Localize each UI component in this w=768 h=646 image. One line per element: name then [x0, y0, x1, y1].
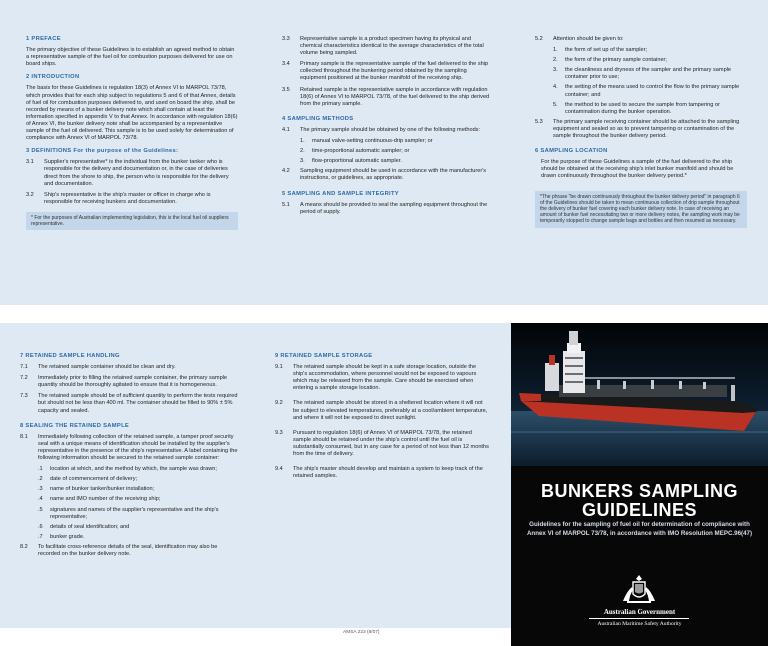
label-info-item: [38, 507, 238, 521]
item-number: 9.2: [275, 400, 283, 407]
item-text: Ship's representative is the ship's master or officer in charge who is responsible for receiving bunkers and documentation.: [44, 191, 211, 205]
list-text: time-proportional automatic sampler; or: [312, 148, 410, 155]
cover-title-line-2: GUIDELINES: [581, 500, 697, 520]
label-info-item: [38, 466, 238, 473]
list-number: 1.: [553, 47, 558, 54]
item-number: 5.2: [535, 36, 543, 42]
retained-item: [20, 393, 238, 414]
definition-item: [26, 159, 238, 187]
item-text: A means should be provided to seal the sampling equipment throughout the period of supply.: [300, 201, 488, 215]
list-number: .1: [38, 466, 43, 473]
item-number: 9.3: [275, 429, 283, 436]
column-definitions-methods: [282, 36, 494, 220]
storage-heading: 9 RETAINED SAMPLE STORAGE: [275, 353, 373, 359]
list-text: bunker grade.: [50, 533, 85, 540]
tanker-ship-image: [511, 323, 768, 466]
list-text: location at which, and the method by which, the sample was drawn;: [50, 466, 217, 473]
list-number: .5: [38, 506, 43, 513]
method-list-item: [300, 158, 494, 165]
integrity-item: [535, 119, 747, 140]
column-retained-sealing: [20, 353, 238, 562]
item-number: 7.1: [20, 364, 28, 371]
column-storage: [275, 353, 489, 484]
list-text: the cleanliness and dryness of the sampler and the primary sample container prior to use;: [565, 67, 732, 81]
item-number: 5.3: [535, 118, 543, 125]
item-number: 8.2: [20, 543, 28, 550]
preface-heading: 1 PREFACE: [26, 36, 61, 42]
item-number: 3.3: [282, 36, 290, 42]
list-text: flow-proportional automatic sampler.: [312, 158, 402, 165]
item-text: The ship's master should develop and maintain a system to keep track of the retained samples.: [293, 466, 483, 480]
integrity-item: [535, 36, 747, 43]
retained-item: [20, 364, 238, 371]
list-number: 2.: [300, 148, 305, 155]
definitions-heading: 3 DEFINITIONS For the purpose of the Guidelines:: [26, 148, 179, 155]
amsa-authority-text: Australian Maritime Safety Authority: [597, 621, 682, 627]
label-info-item: [38, 534, 238, 541]
list-number: 2.: [553, 57, 558, 64]
storage-item: [275, 400, 489, 421]
retained-item: [20, 375, 238, 389]
attention-list-item: [553, 47, 747, 54]
item-text: The primary sample should be obtained by one of the following methods:: [300, 126, 481, 133]
label-info-item: [38, 476, 238, 483]
list-number: .6: [38, 523, 43, 530]
definition-item: [282, 61, 494, 82]
label-info-item: [38, 496, 238, 503]
definitions-footnote: * For the purposes of Australian implementing legislation, this is the local fuel oil suppliers representative.: [26, 212, 238, 230]
integrity-heading: 5 SAMPLING AND SAMPLE INTEGRITY: [282, 190, 399, 197]
item-number: 7.2: [20, 375, 28, 382]
item-number: 9.1: [275, 364, 283, 371]
retained-heading: 7 RETAINED SAMPLE HANDLING: [20, 353, 120, 359]
label-info-list: [20, 466, 238, 541]
item-number: 3.2: [26, 191, 34, 198]
cover-divider: [589, 618, 689, 619]
attention-list-item: [553, 102, 747, 116]
cover-title-line-1: BUNKERS SAMPLING: [540, 481, 738, 501]
item-text: Sampling equipment should be used in accordance with the manufacturer's instructions, or guidelines, as appropriate.: [300, 168, 487, 182]
attention-list-item: [553, 57, 747, 64]
item-text: Representative sample is a product specimen having its physical and chemical characteristics identical to the average characteristics of the total volume being sampled.: [300, 36, 484, 57]
list-text: manual valve-setting continuous-drip sampler; or: [312, 138, 433, 145]
list-text: the form of the primary sample container;: [565, 57, 667, 64]
location-text: For the purpose of these Guidelines a sample of the fuel delivered to the ship should be obtained at the receiving ship's inlet bunker manifold and should be drawn continuously throughout the bunker delivery period.*: [541, 159, 734, 180]
attention-list: [535, 47, 747, 116]
item-number: 3.1: [26, 159, 34, 166]
preface-text: The primary objective of these Guidelines is to establish an agreed method to obtain a representative sample of the fuel oil for combustion purposes delivered for use on board ships.: [26, 47, 235, 68]
item-text: Supplier's representative* is the individual from the bunker tanker who is responsible for the delivery and documentation or, in the case of deliveries direct from the shore to ship, the person who is responsible for the delivery and documentation.: [44, 159, 229, 187]
integrity-item: [282, 202, 494, 216]
location-heading: 6 SAMPLING LOCATION: [535, 148, 608, 155]
list-text: the setting of the means used to control the flow to the primary sample container; and: [565, 84, 740, 98]
tanker-ship-photo: [511, 323, 768, 466]
list-number: 4.: [553, 84, 558, 91]
document-reference: AMSA 223 (8/07): [343, 630, 380, 635]
list-number: 5.: [553, 101, 558, 108]
list-number: .3: [38, 486, 43, 493]
methods-heading: 4 SAMPLING METHODS: [282, 115, 354, 122]
list-text: details of seal identification; and: [50, 523, 130, 530]
list-number: 1.: [300, 138, 305, 145]
method-list: [282, 138, 494, 165]
item-text: Pursuant to regulation 18(6) of Annex VI of MARPOL 73/78, the retained sample should be retained under the ship's control until the fuel oil is substantially consumed, but in any case for a period of not less than 12 months from the time of delivery.: [293, 429, 489, 458]
item-number: 5.1: [282, 201, 290, 208]
sealing-item: [20, 434, 238, 462]
definition-item: [26, 192, 238, 206]
storage-item: [275, 364, 489, 392]
column-preface: [26, 36, 238, 230]
list-number: .2: [38, 476, 43, 483]
label-info-item: [38, 486, 238, 493]
item-text: The retained sample should be of sufficient quantity to perform the tests required but should not be less than 400 ml. The container should be filled to 90% ± 5% capacity and sealed.: [38, 393, 238, 414]
attention-list-item: [553, 67, 747, 81]
list-text: the form of set up of the sampler;: [565, 47, 648, 54]
item-number: 4.2: [282, 168, 290, 175]
list-text: name of bunker tanker/bunker installation;: [50, 486, 155, 493]
item-text: The retained sample should be stored in a sheltered location where it will not be subject to elevated temperatures, preferably at a cool/ambient temperature, and where it will not be exposed to direct sunlight.: [293, 400, 488, 421]
column-attention-location: [535, 36, 747, 228]
list-number: .4: [38, 496, 43, 503]
item-text: Immediately following collection of the retained sample, a tamper proof security seal with a unique means of identification should be installed by the supplier's representative in the presence of the ship's representative. A label containing the following information should be secured to the retained sample container:: [38, 433, 238, 462]
label-info-item: [38, 524, 238, 531]
list-text: date of commencement of delivery;: [50, 476, 138, 483]
method-item: [282, 168, 494, 182]
item-text: The retained sample container should be clean and dry.: [38, 364, 176, 371]
coat-of-arms-icon: [621, 573, 657, 605]
item-text: Immediately prior to filling the retained sample container, the primary sample quantity should be thoroughly agitated to ensure that it is homogeneous.: [38, 375, 228, 389]
item-text: Retained sample is the representative sample in accordance with regulation 18(6) of Annex VI to MARPOL 73/78, of the fuel delivered to the ship derived from the primary sample.: [300, 86, 490, 107]
item-number: 4.1: [282, 126, 290, 133]
cover-panel: [511, 323, 768, 646]
list-text: the method to be used to secure the sample from tampering or contamination during the bunker operation.: [565, 101, 720, 115]
definition-item: [282, 87, 494, 108]
definition-item: [282, 36, 494, 57]
introduction-text: The basis for these Guidelines is regulation 18(3) of Annex VI to MARPOL 73/78, which provides that for each ship subject to regulations 5 and 6 of that Annex, details of fuel oil for combustion purposes delivered to, and used on board the ship, shall be recorded by means of a bunker delivery note which shall contain at least the information specified in appendix V to that Annex. In accordance with regulation 18(6) of Annex VI, the bunker delivery note shall be accompanied by a representative sample of the fuel oil delivered. This sample is to be used solely for determination of compliance with Annex VI of MARPOL 73/78.: [26, 85, 238, 142]
method-list-item: [300, 138, 494, 145]
storage-item: [275, 430, 489, 458]
item-number: 8.1: [20, 433, 28, 440]
sealing-heading: 8 SEALING THE RETAINED SAMPLE: [20, 422, 130, 429]
method-item: [282, 127, 494, 134]
list-text: signatures and names of the supplier's representative and the ship's representative;: [50, 506, 219, 520]
list-number: .7: [38, 533, 43, 540]
attention-list-item: [553, 84, 747, 98]
item-text: Attention should be given to:: [553, 36, 624, 42]
item-number: 3.4: [282, 61, 290, 68]
method-list-item: [300, 148, 494, 155]
item-text: To facilitate cross-reference details of the seal, identification may also be recorded on the bunker delivery note.: [38, 543, 218, 557]
australian-government-text: Australian Government: [603, 608, 676, 616]
sealing-item: [20, 544, 238, 558]
list-number: 3.: [300, 158, 305, 165]
item-text: Primary sample is the representative sample of the fuel delivered to the ship collected throughout the bunkering period obtained by the sampling equipment positioned at the bunker manifold of the receiving ship.: [300, 61, 489, 82]
introduction-heading: 2 INTRODUCTION: [26, 74, 80, 81]
list-number: 3.: [553, 67, 558, 74]
item-number: 3.5: [282, 86, 290, 93]
item-text: The retained sample should be kept in a safe storage location, outside the ship's accommodation, where personnel would not be exposed to vapours which may be released from the sample. Care should be exercised when entering a sample storage location.: [293, 364, 477, 392]
item-number: 7.3: [20, 393, 28, 400]
item-number: 9.4: [275, 466, 283, 473]
storage-item: [275, 466, 489, 480]
cover-subtitle: Guidelines for the sampling of fuel oil for determination of compliance with Annex VI of MARPOL 73/78, in accordance with IMO Resolution MEPC.96(47): [526, 521, 753, 537]
list-text: name and IMO number of the receiving ship;: [50, 496, 161, 503]
location-footnote: *The phrase "be drawn continuously throughout the bunker delivery period" in paragraph 6 of the Guidelines should be taken to mean continuous collection of drip sample throughout the delivery of bunker fuel covering each bunker delivery note. In case of receiving an amount of bunker fuel necessitating two or more delivery notes, the sampling work may be temporarily stopped to change sample bags and bottles and then resumed as necessary.: [535, 191, 747, 228]
item-text: The primary sample receiving container should be attached to the sampling equipment and sealed so as to prevent tampering or contamination of the sample throughout the bunker delivery period.: [553, 118, 740, 140]
